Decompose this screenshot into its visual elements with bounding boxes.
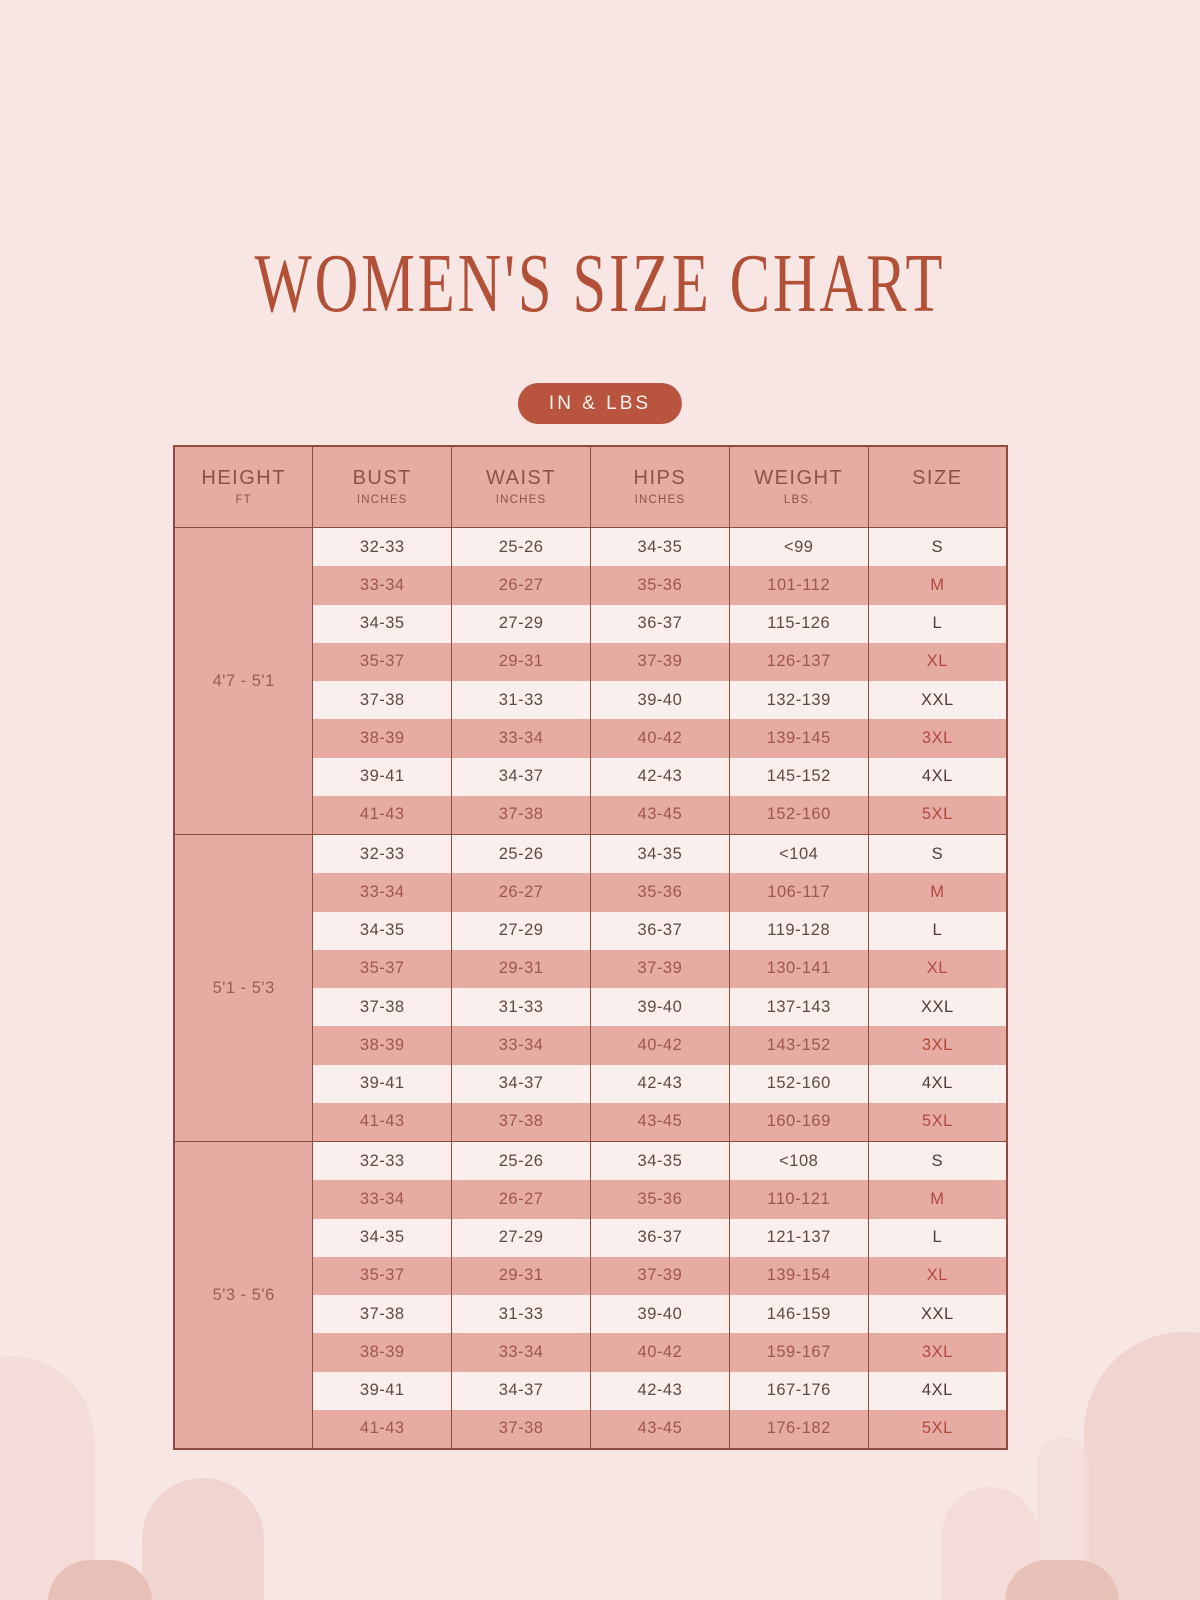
waist-cell: 25-26	[452, 835, 591, 874]
size-cell: M	[868, 566, 1007, 604]
waist-cell: 33-34	[452, 719, 591, 757]
bust-cell: 39-41	[313, 1065, 452, 1103]
waist-cell: 29-31	[452, 1257, 591, 1295]
waist-cell: 26-27	[452, 873, 591, 911]
hips-cell: 36-37	[590, 605, 729, 643]
weight-cell: 152-160	[729, 1065, 868, 1103]
hips-cell: 35-36	[590, 1180, 729, 1218]
waist-cell: 27-29	[452, 912, 591, 950]
weight-cell: 106-117	[729, 873, 868, 911]
size-cell: L	[868, 1219, 1007, 1257]
column-header-hips	[590, 446, 729, 528]
column-label: HEIGHT	[201, 467, 286, 489]
hips-cell: 40-42	[590, 1333, 729, 1371]
column-header-bust	[313, 446, 452, 528]
size-cell: M	[868, 1180, 1007, 1218]
waist-cell: 34-37	[452, 1372, 591, 1410]
waist-cell: 27-29	[452, 605, 591, 643]
waist-cell: 25-26	[452, 1142, 591, 1181]
hips-cell: 39-40	[590, 1295, 729, 1333]
waist-cell: 29-31	[452, 950, 591, 988]
size-cell: L	[868, 605, 1007, 643]
bust-cell: 33-34	[313, 566, 452, 604]
size-cell: M	[868, 873, 1007, 911]
hips-cell: 43-45	[590, 796, 729, 835]
size-cell: 4XL	[868, 1372, 1007, 1410]
waist-cell: 26-27	[452, 566, 591, 604]
size-cell: 5XL	[868, 1103, 1007, 1142]
page-title: WOMEN'S SIZE CHART	[254, 237, 946, 330]
size-cell: S	[868, 835, 1007, 874]
bust-cell: 32-33	[313, 835, 452, 874]
weight-cell: 145-152	[729, 758, 868, 796]
weight-cell: 101-112	[729, 566, 868, 604]
column-label: BUST	[352, 467, 412, 489]
bust-cell: 41-43	[313, 1410, 452, 1449]
bust-cell: 41-43	[313, 1103, 452, 1142]
weight-cell: <104	[729, 835, 868, 874]
weight-cell: 139-154	[729, 1257, 868, 1295]
bust-cell: 38-39	[313, 1026, 452, 1064]
bust-cell: 39-41	[313, 758, 452, 796]
size-cell: XXL	[868, 988, 1007, 1026]
weight-cell: 146-159	[729, 1295, 868, 1333]
hips-cell: 42-43	[590, 1065, 729, 1103]
column-label: HIPS	[633, 467, 687, 489]
size-chart-body	[174, 528, 1007, 1450]
column-sublabel: LBS.	[783, 494, 814, 506]
waist-cell: 37-38	[452, 796, 591, 835]
size-chart-table	[173, 445, 1008, 1450]
weight-cell: 115-126	[729, 605, 868, 643]
arch-decoration	[142, 1478, 264, 1600]
size-cell: 4XL	[868, 1065, 1007, 1103]
waist-cell: 27-29	[452, 1219, 591, 1257]
size-cell: XL	[868, 1257, 1007, 1295]
bust-cell: 32-33	[313, 1142, 452, 1181]
bust-cell: 35-37	[313, 1257, 452, 1295]
weight-cell: <108	[729, 1142, 868, 1181]
weight-cell: 132-139	[729, 681, 868, 719]
waist-cell: 25-26	[452, 528, 591, 567]
waist-cell: 29-31	[452, 643, 591, 681]
hips-cell: 42-43	[590, 1372, 729, 1410]
weight-cell: 167-176	[729, 1372, 868, 1410]
size-cell: XL	[868, 950, 1007, 988]
size-cell: S	[868, 1142, 1007, 1181]
bust-cell: 34-35	[313, 605, 452, 643]
column-header-size	[868, 446, 1007, 528]
hips-cell: 39-40	[590, 988, 729, 1026]
arch-decoration	[1084, 1332, 1200, 1600]
weight-cell: 137-143	[729, 988, 868, 1026]
size-cell: L	[868, 912, 1007, 950]
column-sublabel: INCHES	[495, 494, 547, 506]
size-cell: 3XL	[868, 719, 1007, 757]
hips-cell: 43-45	[590, 1103, 729, 1142]
table-row	[174, 835, 1007, 874]
bust-cell: 35-37	[313, 950, 452, 988]
height-range-cell: 5'1 - 5'3	[174, 835, 313, 1142]
weight-cell: 139-145	[729, 719, 868, 757]
bust-cell: 39-41	[313, 1372, 452, 1410]
column-sublabel: INCHES	[634, 494, 686, 506]
hips-cell: 42-43	[590, 758, 729, 796]
bust-cell: 38-39	[313, 719, 452, 757]
bust-cell: 34-35	[313, 912, 452, 950]
hips-cell: 37-39	[590, 1257, 729, 1295]
column-label: SIZE	[912, 467, 963, 489]
hips-cell: 37-39	[590, 950, 729, 988]
size-cell: XXL	[868, 1295, 1007, 1333]
weight-cell: 110-121	[729, 1180, 868, 1218]
bust-cell: 33-34	[313, 1180, 452, 1218]
hips-cell: 40-42	[590, 719, 729, 757]
weight-cell: 152-160	[729, 796, 868, 835]
table-row	[174, 1142, 1007, 1181]
column-sublabel	[869, 494, 1006, 507]
bust-cell: 38-39	[313, 1333, 452, 1371]
weight-cell: 130-141	[729, 950, 868, 988]
table-row	[174, 528, 1007, 567]
weight-cell: 121-137	[729, 1219, 868, 1257]
column-header-weight	[729, 446, 868, 528]
hips-cell: 36-37	[590, 1219, 729, 1257]
hips-cell: 34-35	[590, 835, 729, 874]
waist-cell: 31-33	[452, 1295, 591, 1333]
bust-cell: 35-37	[313, 643, 452, 681]
weight-cell: 126-137	[729, 643, 868, 681]
column-label: WEIGHT	[754, 467, 844, 489]
hips-cell: 35-36	[590, 566, 729, 604]
weight-cell: 176-182	[729, 1410, 868, 1449]
hips-cell: 43-45	[590, 1410, 729, 1449]
hips-cell: 36-37	[590, 912, 729, 950]
column-header-height	[174, 446, 313, 528]
waist-cell: 26-27	[452, 1180, 591, 1218]
size-cell: 5XL	[868, 1410, 1007, 1449]
size-cell: 4XL	[868, 758, 1007, 796]
hips-cell: 35-36	[590, 873, 729, 911]
column-header-waist	[452, 446, 591, 528]
column-label: WAIST	[486, 467, 557, 489]
waist-cell: 37-38	[452, 1103, 591, 1142]
header-row	[174, 446, 1007, 528]
bust-cell: 33-34	[313, 873, 452, 911]
size-cell: S	[868, 528, 1007, 567]
weight-cell: <99	[729, 528, 868, 567]
hips-cell: 37-39	[590, 643, 729, 681]
size-cell: 3XL	[868, 1333, 1007, 1371]
bust-cell: 41-43	[313, 796, 452, 835]
waist-cell: 31-33	[452, 988, 591, 1026]
bust-cell: 37-38	[313, 988, 452, 1026]
hips-cell: 34-35	[590, 1142, 729, 1181]
waist-cell: 33-34	[452, 1333, 591, 1371]
waist-cell: 34-37	[452, 1065, 591, 1103]
size-cell: 5XL	[868, 796, 1007, 835]
weight-cell: 159-167	[729, 1333, 868, 1371]
waist-cell: 33-34	[452, 1026, 591, 1064]
column-sublabel: FT	[235, 494, 252, 506]
bust-cell: 37-38	[313, 681, 452, 719]
hips-cell: 40-42	[590, 1026, 729, 1064]
units-badge: IN & LBS	[518, 383, 682, 424]
height-range-cell: 5'3 - 5'6	[174, 1142, 313, 1450]
hips-cell: 34-35	[590, 528, 729, 567]
bust-cell: 32-33	[313, 528, 452, 567]
waist-cell: 34-37	[452, 758, 591, 796]
size-cell: 3XL	[868, 1026, 1007, 1064]
bust-cell: 34-35	[313, 1219, 452, 1257]
table-header	[174, 446, 1007, 528]
column-sublabel: INCHES	[356, 494, 408, 506]
height-range-cell: 4'7 - 5'1	[174, 528, 313, 835]
weight-cell: 119-128	[729, 912, 868, 950]
waist-cell: 37-38	[452, 1410, 591, 1449]
weight-cell: 143-152	[729, 1026, 868, 1064]
weight-cell: 160-169	[729, 1103, 868, 1142]
size-cell: XXL	[868, 681, 1007, 719]
hips-cell: 39-40	[590, 681, 729, 719]
waist-cell: 31-33	[452, 681, 591, 719]
bust-cell: 37-38	[313, 1295, 452, 1333]
size-cell: XL	[868, 643, 1007, 681]
